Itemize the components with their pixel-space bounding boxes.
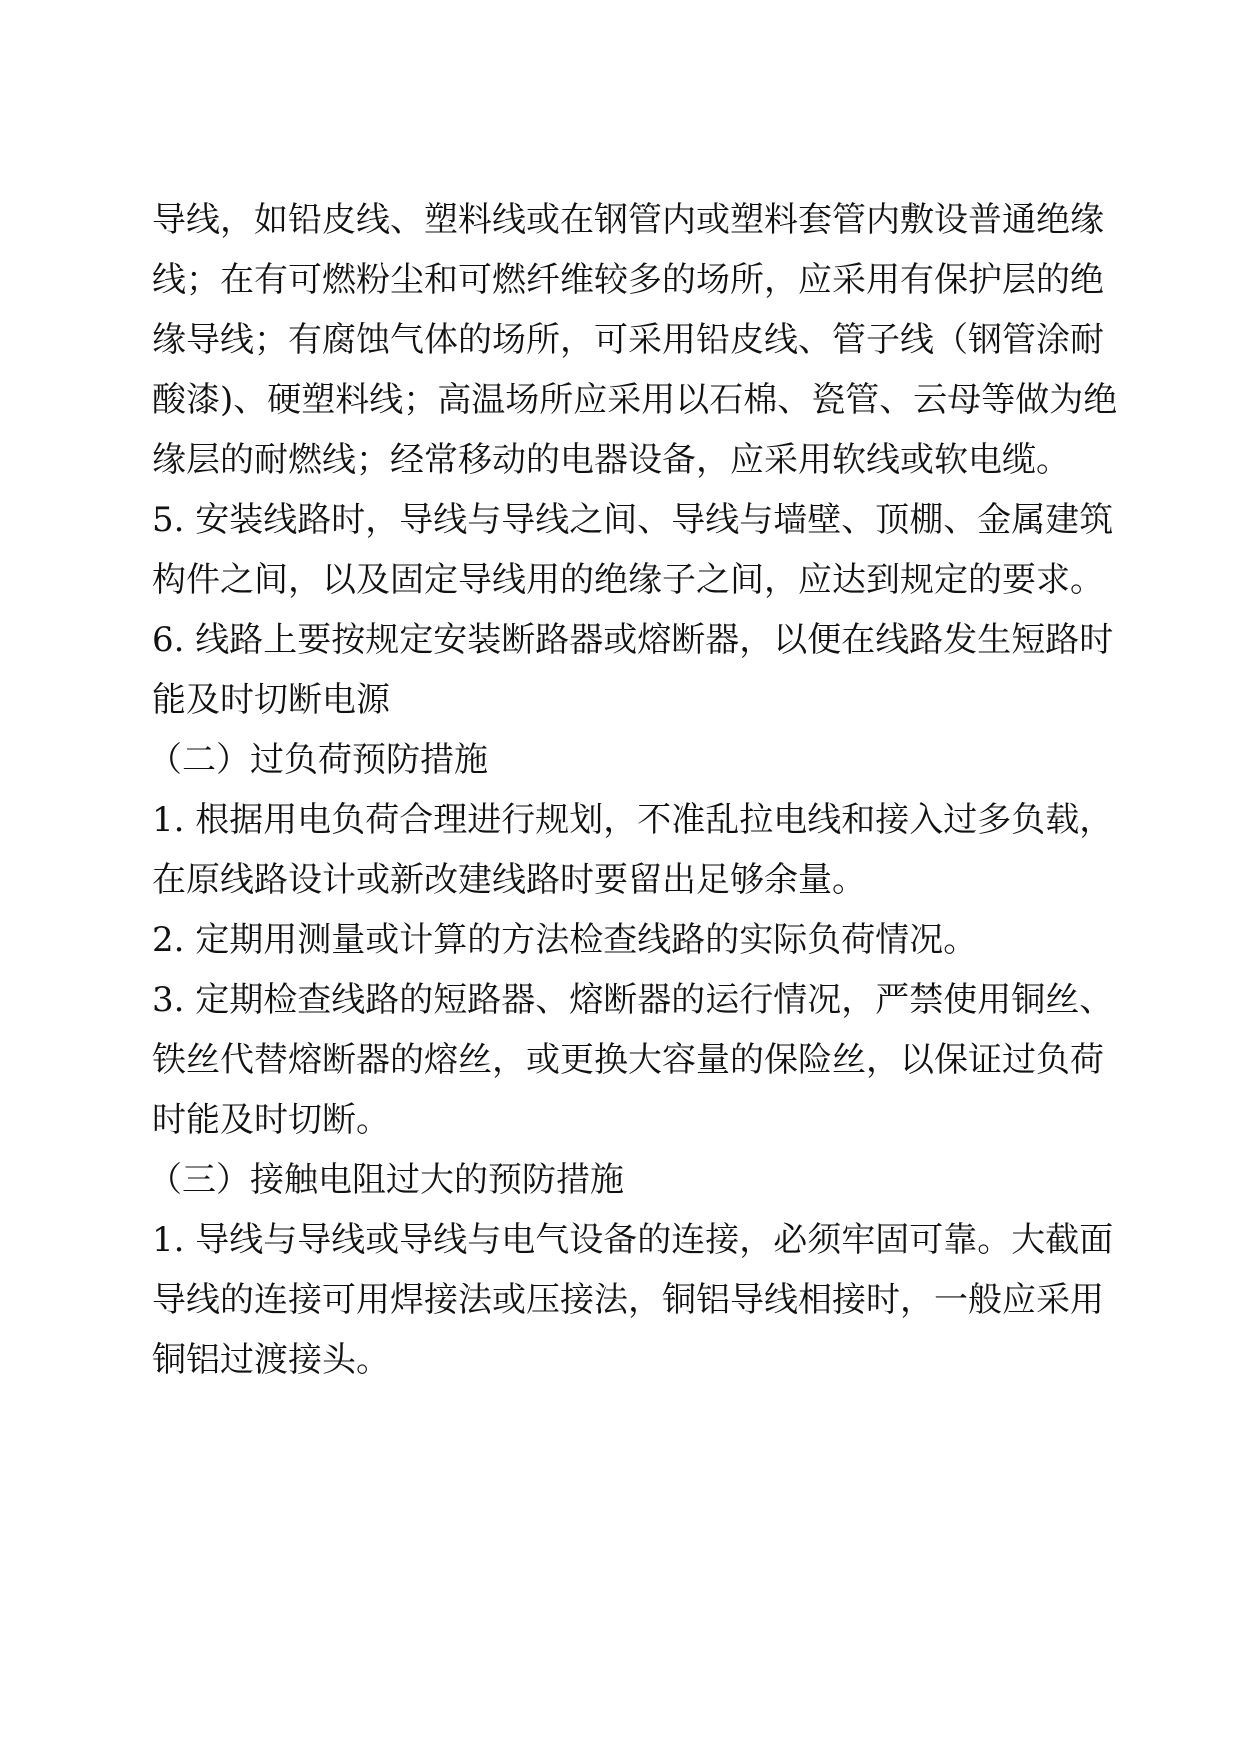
text-line: 能及时切断电源 — [152, 680, 390, 720]
text-line: 线；在有可燃粉尘和可燃纤维较多的场所，应采用有保护层的绝 — [152, 260, 1104, 300]
text-line: 在原线路设计或新改建线路时要留出足够余量。 — [152, 860, 866, 900]
text-line: 导线的连接可用焊接法或压接法，铜铝导线相接时，一般应采用 — [152, 1280, 1104, 1320]
text-line: 缘层的耐燃线；经常移动的电器设备，应采用软线或软电缆。 — [152, 440, 1070, 480]
list-item: 5. 安装线路时，导线与导线之间、导线与墙壁、顶棚、金属建筑 — [152, 500, 1114, 540]
list-item: 1. 根据用电负荷合理进行规划，不准乱拉电线和接入过多负载， — [152, 800, 1114, 840]
list-item: 3. 定期检查线路的短路器、熔断器的运行情况，严禁使用铜丝、 — [152, 980, 1114, 1020]
section-heading: （三）接触电阻过大的预防措施 — [148, 1160, 624, 1200]
text-line: 铁丝代替熔断器的熔丝，或更换大容量的保险丝，以保证过负荷 — [152, 1040, 1104, 1080]
text-line: 酸漆)、硬塑料线；高温场所应采用以石棉、瓷管、云母等做为绝 — [152, 380, 1118, 420]
text-line: 缘导线；有腐蚀气体的场所，可采用铅皮线、管子线（钢管涂耐 — [152, 320, 1104, 360]
text-line: 构件之间，以及固定导线用的绝缘子之间，应达到规定的要求。 — [152, 560, 1104, 600]
text-line: 导线，如铅皮线、塑料线或在钢管内或塑料套管内敷设普通绝缘 — [152, 200, 1104, 240]
text-line: 铜铝过渡接头。 — [152, 1340, 390, 1380]
text-line: 时能及时切断。 — [152, 1100, 390, 1140]
list-item: 2. 定期用测量或计算的方法检查线路的实际负荷情况。 — [152, 920, 978, 960]
section-heading: （二）过负荷预防措施 — [148, 740, 488, 780]
list-item: 6. 线路上要按规定安装断路器或熔断器，以便在线路发生短路时 — [152, 620, 1114, 660]
list-item: 1. 导线与导线或导线与电气设备的连接，必须牢固可靠。大截面 — [152, 1220, 1114, 1260]
